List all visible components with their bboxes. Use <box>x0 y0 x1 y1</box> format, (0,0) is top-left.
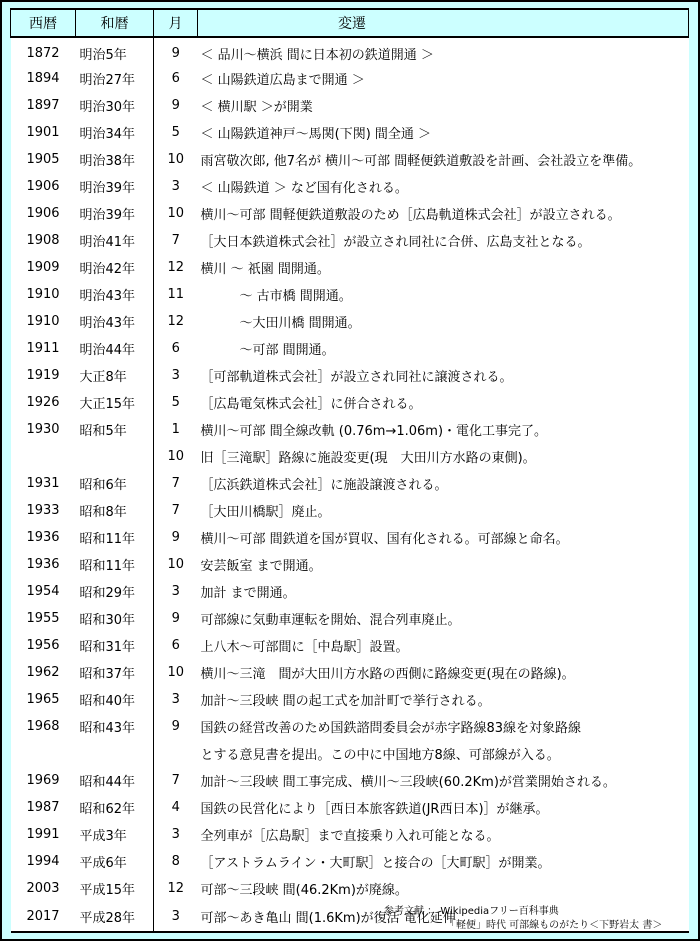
event-cell: ［大日本鉄道株式会社］が設立され同社に合併、広島支社となる。 <box>198 227 689 254</box>
era-cell: 昭和5年 <box>76 416 154 443</box>
era-cell: 昭和29年 <box>76 578 154 605</box>
month-cell <box>154 740 198 767</box>
month-cell: 8 <box>154 848 198 875</box>
event-cell: 横川 ～ 祇園 間開通。 <box>198 254 689 281</box>
table-row <box>11 335 689 362</box>
era-cell: 明治38年 <box>76 146 154 173</box>
era-cell: 明治5年 <box>76 37 154 65</box>
era-cell: 明治41年 <box>76 227 154 254</box>
event-cell: 雨宮敬次郎, 他7名が 横川～可部 間軽便鉄道敷設を計画、会社設立を準備。 <box>198 146 689 173</box>
era-cell: 明治43年 <box>76 281 154 308</box>
year-cell: 1901 <box>11 119 76 146</box>
month-cell: 9 <box>154 37 198 65</box>
table-row <box>11 605 689 632</box>
month-cell: 3 <box>154 578 198 605</box>
era-cell: 明治39年 <box>76 200 154 227</box>
era-cell: 昭和43年 <box>76 713 154 740</box>
table-row <box>11 551 689 578</box>
table-row <box>11 146 689 173</box>
month-cell: 5 <box>154 119 198 146</box>
event-cell: ＜ 横川駅 ＞が開業 <box>198 92 689 119</box>
event-cell: 国鉄の民営化により［西日本旅客鉄道(JR西日本)］が継承。 <box>198 794 689 821</box>
year-cell: 2003 <box>11 875 76 902</box>
year-cell: 1906 <box>11 173 76 200</box>
month-cell: 12 <box>154 875 198 902</box>
month-cell: 6 <box>154 65 198 92</box>
era-cell: 昭和8年 <box>76 497 154 524</box>
table-row <box>11 443 689 470</box>
references <box>384 905 662 933</box>
month-cell: 7 <box>154 767 198 794</box>
event-cell: 横川～可部 間全線改軌 (0.76m→1.06m)・電化工事完了。 <box>198 416 689 443</box>
year-cell: 1906 <box>11 200 76 227</box>
month-cell: 9 <box>154 92 198 119</box>
month-cell: 3 <box>154 902 198 932</box>
year-cell: 1962 <box>11 659 76 686</box>
table-row <box>11 173 689 200</box>
event-cell: ～大田川橋 間開通。 <box>198 308 689 335</box>
table-row <box>11 416 689 443</box>
event-cell: ＜ 品川～横浜 間に日本初の鉄道開通 ＞ <box>198 37 689 65</box>
era-cell: 大正15年 <box>76 389 154 416</box>
year-cell: 1956 <box>11 632 76 659</box>
year-cell: 1991 <box>11 821 76 848</box>
year-cell: 1919 <box>11 362 76 389</box>
era-cell: 平成6年 <box>76 848 154 875</box>
event-cell: 安芸飯室 まで開通。 <box>198 551 689 578</box>
year-cell: 1930 <box>11 416 76 443</box>
month-cell: 12 <box>154 254 198 281</box>
event-cell: 上八木～可部間に［中島駅］設置。 <box>198 632 689 659</box>
era-cell <box>76 740 154 767</box>
era-cell: 昭和11年 <box>76 551 154 578</box>
month-cell: 9 <box>154 713 198 740</box>
event-cell: 可部線に気動車運転を開始、混合列車廃止。 <box>198 605 689 632</box>
era-cell: 明治43年 <box>76 308 154 335</box>
era-cell: 昭和11年 <box>76 524 154 551</box>
table-row <box>11 821 689 848</box>
year-cell: 1909 <box>11 254 76 281</box>
table-row <box>11 713 689 740</box>
table-row <box>11 254 689 281</box>
year-cell: 1987 <box>11 794 76 821</box>
reference-line-2: 「軽便」時代 可部線ものがたり＜下野岩太 書＞ <box>446 920 663 931</box>
table-row <box>11 740 689 767</box>
event-cell: ～ 古市橋 間開通。 <box>198 281 689 308</box>
event-cell: ［大田川橋駅］廃止。 <box>198 497 689 524</box>
event-cell: 旧［三滝駅］路線に施設変更(現 大田川方水路の東側)。 <box>198 443 689 470</box>
table-row <box>11 119 689 146</box>
event-cell: ［アストラムライン・大町駅］と接合の［大町駅］が開業。 <box>198 848 689 875</box>
month-cell: 3 <box>154 173 198 200</box>
event-cell: 横川～可部 間軽便鉄道敷設のため［広島軌道株式会社］が設立される。 <box>198 200 689 227</box>
era-cell: 昭和37年 <box>76 659 154 686</box>
event-cell: ［可部軌道株式会社］が設立され同社に譲渡される。 <box>198 362 689 389</box>
month-cell: 12 <box>154 308 198 335</box>
event-cell: 加計～三段峡 間の起工式を加計町で挙行される。 <box>198 686 689 713</box>
month-cell: 10 <box>154 443 198 470</box>
era-cell: 明治44年 <box>76 335 154 362</box>
table-row <box>11 578 689 605</box>
header-event: 変遷 <box>198 9 689 37</box>
era-cell: 昭和44年 <box>76 767 154 794</box>
year-cell: 1936 <box>11 524 76 551</box>
month-cell: 5 <box>154 389 198 416</box>
month-cell: 6 <box>154 632 198 659</box>
year-cell: 1926 <box>11 389 76 416</box>
table-row <box>11 308 689 335</box>
era-cell: 昭和40年 <box>76 686 154 713</box>
table-row <box>11 767 689 794</box>
era-cell: 大正8年 <box>76 362 154 389</box>
year-cell: 1911 <box>11 335 76 362</box>
era-cell: 明治27年 <box>76 65 154 92</box>
event-cell: ＜ 山陽鉄道 ＞ など国有化される。 <box>198 173 689 200</box>
era-cell <box>76 443 154 470</box>
event-cell: ［広浜鉄道株式会社］に施設譲渡される。 <box>198 470 689 497</box>
event-cell: ～可部 間開通。 <box>198 335 689 362</box>
era-cell: 平成3年 <box>76 821 154 848</box>
month-cell: 11 <box>154 281 198 308</box>
year-cell: 1965 <box>11 686 76 713</box>
table-row <box>11 92 689 119</box>
table-row <box>11 470 689 497</box>
year-cell: 1872 <box>11 37 76 65</box>
month-cell: 10 <box>154 659 198 686</box>
year-cell <box>11 443 76 470</box>
event-cell: 全列車が［広島駅］まで直接乗り入れ可能となる。 <box>198 821 689 848</box>
month-cell: 10 <box>154 551 198 578</box>
era-cell: 明治42年 <box>76 254 154 281</box>
year-cell: 1910 <box>11 308 76 335</box>
table-row <box>11 632 689 659</box>
year-cell: 1994 <box>11 848 76 875</box>
year-cell: 1936 <box>11 551 76 578</box>
era-cell: 昭和62年 <box>76 794 154 821</box>
table-row <box>11 848 689 875</box>
year-cell: 1910 <box>11 281 76 308</box>
event-cell: ［広島電気株式会社］に併合される。 <box>198 389 689 416</box>
era-cell: 昭和6年 <box>76 470 154 497</box>
era-cell: 昭和31年 <box>76 632 154 659</box>
month-cell: 3 <box>154 821 198 848</box>
month-cell: 10 <box>154 146 198 173</box>
month-cell: 9 <box>154 605 198 632</box>
table-row <box>11 875 689 902</box>
event-cell: 加計～三段峡 間工事完成、横川～三段峡(60.2Km)が営業開始される。 <box>198 767 689 794</box>
year-cell: 1969 <box>11 767 76 794</box>
header-month: 月 <box>154 9 198 37</box>
table-row <box>11 227 689 254</box>
month-cell: 1 <box>154 416 198 443</box>
table-row <box>11 362 689 389</box>
era-cell: 明治30年 <box>76 92 154 119</box>
era-cell: 明治34年 <box>76 119 154 146</box>
year-cell: 1955 <box>11 605 76 632</box>
header-era: 和暦 <box>76 9 154 37</box>
month-cell: 9 <box>154 524 198 551</box>
event-cell: とする意見書を提出。この中に中国地方8線、可部線が入る。 <box>198 740 689 767</box>
history-rows <box>11 37 689 932</box>
year-cell: 1905 <box>11 146 76 173</box>
event-cell: 加計 まで開通。 <box>198 578 689 605</box>
year-cell <box>11 740 76 767</box>
year-cell: 1954 <box>11 578 76 605</box>
event-cell: 可部～三段峡 間(46.2Km)が廃線。 <box>198 875 689 902</box>
header-row <box>11 9 689 37</box>
month-cell: 4 <box>154 794 198 821</box>
table-row <box>11 37 689 65</box>
table-row <box>11 200 689 227</box>
reference-line-1: 参考文献 ： Wikipediaフリー百科事典 <box>384 906 559 917</box>
era-cell: 昭和30年 <box>76 605 154 632</box>
event-cell: ＜ 山陽鉄道神戸～馬関(下関) 間全通 ＞ <box>198 119 689 146</box>
table-row <box>11 524 689 551</box>
year-cell: 2017 <box>11 902 76 932</box>
header-year: 西暦 <box>11 9 76 37</box>
table-row <box>11 65 689 92</box>
table-row <box>11 497 689 524</box>
month-cell: 3 <box>154 362 198 389</box>
month-cell: 6 <box>154 335 198 362</box>
year-cell: 1931 <box>11 470 76 497</box>
table-row <box>11 794 689 821</box>
table-row <box>11 281 689 308</box>
table-row <box>11 659 689 686</box>
table-row <box>11 389 689 416</box>
month-cell: 3 <box>154 686 198 713</box>
era-cell: 平成28年 <box>76 902 154 932</box>
railway-history-table <box>10 8 689 933</box>
event-cell: ＜ 山陽鉄道広島まで開通 ＞ <box>198 65 689 92</box>
event-cell: 横川～可部 間鉄道を国が買収、国有化される。可部線と命名。 <box>198 524 689 551</box>
event-cell: 可部～あき亀山 間(1.6Km)が復活 電化延伸 <box>198 902 689 932</box>
era-cell: 明治39年 <box>76 173 154 200</box>
event-cell: 国鉄の経営改善のため国鉄諮問委員会が赤字路線83線を対象路線 <box>198 713 689 740</box>
year-cell: 1933 <box>11 497 76 524</box>
table-row <box>11 686 689 713</box>
year-cell: 1894 <box>11 65 76 92</box>
year-cell: 1908 <box>11 227 76 254</box>
month-cell: 7 <box>154 497 198 524</box>
month-cell: 10 <box>154 200 198 227</box>
event-cell: 横川～三滝 間が大田川方水路の西側に路線変更(現在の路線)。 <box>198 659 689 686</box>
month-cell: 7 <box>154 227 198 254</box>
era-cell: 平成15年 <box>76 875 154 902</box>
month-cell: 7 <box>154 470 198 497</box>
year-cell: 1897 <box>11 92 76 119</box>
year-cell: 1968 <box>11 713 76 740</box>
